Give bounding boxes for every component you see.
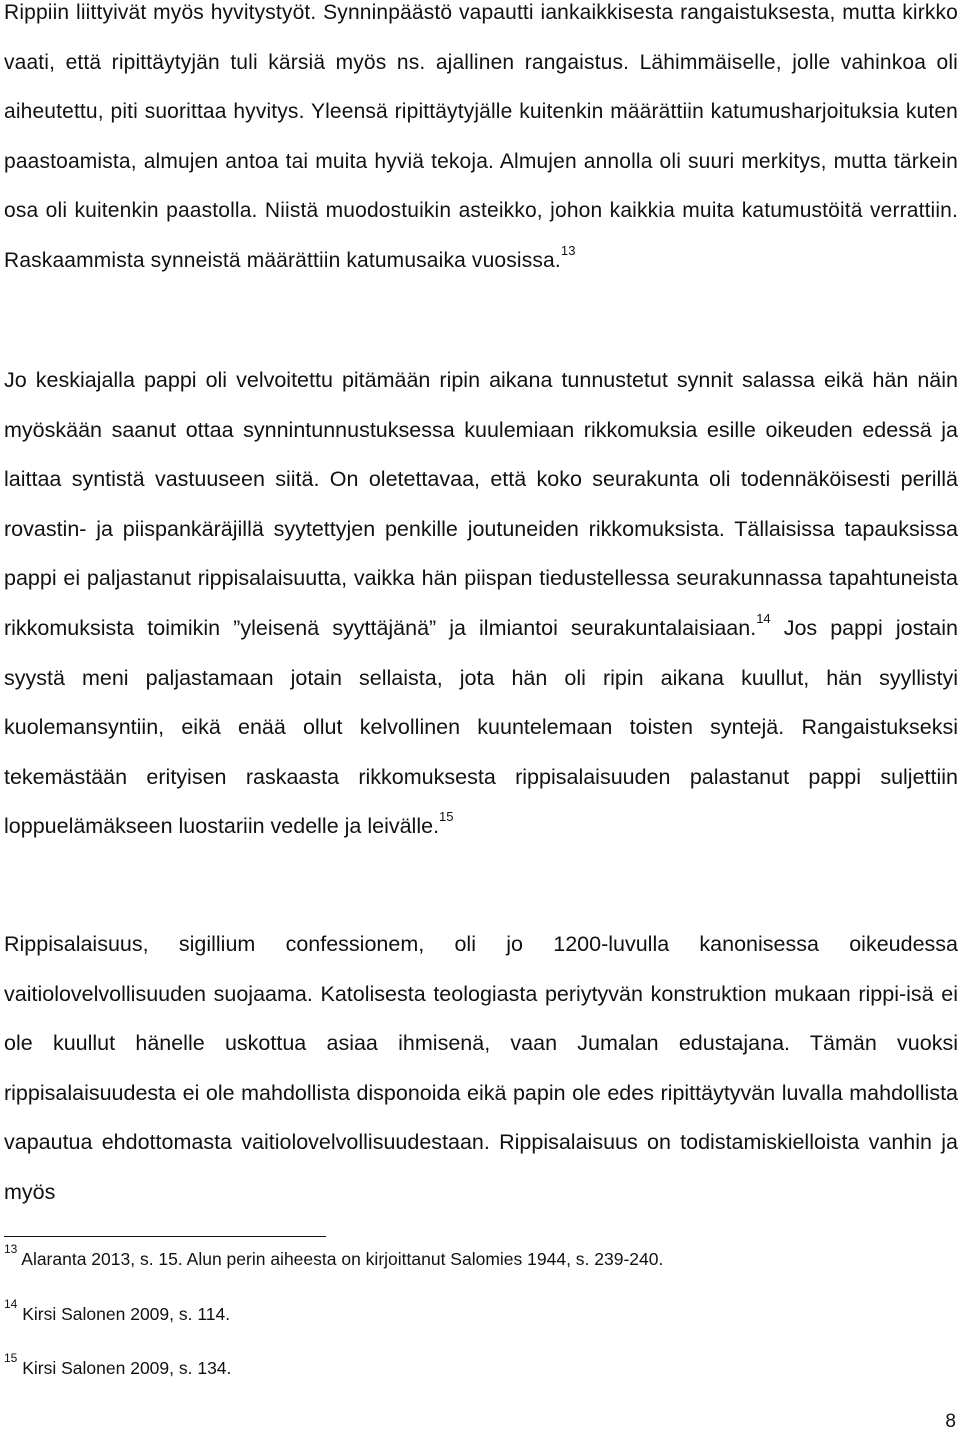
footnote-text: Kirsi Salonen 2009, s. 114. — [22, 1304, 231, 1324]
paragraph-text: Jos pappi jostain syystä meni paljastamaan jotain sellaista, jota hän oli ripin aikana kuullut, hän syyllistyi kuolemansyntiin, eikä enää ollut kelvollinen kuuntelemaan toisten syntejä. Rangaistukseksi tekemästään erityisen raskaasta rikkomuksesta rippisalaisuuden palastanut pappi suljettiin loppuelämäkseen luostariin vedelle ja leivälle. — [4, 615, 959, 839]
footnote-text: Kirsi Salonen 2009, s. 134. — [22, 1358, 232, 1378]
footnote-reference[interactable]: 13 — [560, 242, 576, 258]
footnote-text: Alaranta 2013, s. 15. Alun perin aiheesta on kirjoittanut Salomies 1944, s. 239-240. — [21, 1249, 664, 1269]
body-paragraph — [4, 920, 958, 1218]
footnote — [4, 1242, 944, 1270]
paragraph-text: Rippiin liittyivät myös hyvitystyöt. Synninpäästö vapautti iankaikkisesta rangaistuksesta, mutta kirkko vaati, että ripittäytyjän tuli kärsiä myös ns. ajallinen rangaistus. Lähimmäiselle, jolle vahinkoa oli aiheutettu, piti suorittaa hyvitys. Yleensä ripittäytyjälle kuitenkin määrättiin katumusharjoituksia kuten paastoamista, almujen antoa tai muita hyviä tekoja. Almujen annolla oli suuri merkitys, mutta tärkein osa oli kuitenkin paastolla. Niistä muodostuikin asteikko, johon kaikkia muita katumustöitä verrattiin. Raskaammista synneistä määrättiin katumusaika vuosissa. — [4, 1, 958, 272]
footnote-reference[interactable]: 15 — [439, 809, 454, 825]
footnote — [4, 1297, 944, 1325]
body-paragraph — [4, 0, 958, 286]
footnote — [4, 1351, 944, 1379]
body-paragraph — [4, 356, 958, 852]
footnote-number: 13 — [4, 1242, 18, 1257]
footnote-number: 15 — [4, 1351, 18, 1366]
page-number: 8 — [945, 1411, 956, 1432]
footnote-separator — [4, 1236, 326, 1237]
footnote-reference[interactable]: 14 — [756, 610, 771, 626]
paragraph-text: Jo keskiajalla pappi oli velvoitettu pitämään ripin aikana tunnustetut synnit salassa eikä hän näin myöskään saanut ottaa synnintunnustuksessa kuulemiaan rikkomuksia esille oikeuden edessä ja laittaa syntistä vastuuseen siitä. On oletettavaa, että koko seurakunta oli todennäköisesti perillä rovastin- ja piispankäräjillä syytettyjen penkille joutuneiden rikkomuksista. Tällaisissa tapauksissa pappi ei paljastanut rippisalaisuutta, vaikka hän piispan tiedustellessa seurakunnassa tapahtuneista rikkomuksista toimikin ”yleisenä syyttäjänä” ja ilmiantoi seurakuntalaisiaan. — [4, 368, 958, 640]
footnote-number: 14 — [4, 1297, 18, 1312]
paragraph-text: Rippisalaisuus, sigillium confessionem, oli jo 1200-luvulla kanonisessa oikeudessa vaitiolovelvollisuuden suojaama. Katolisesta teologiasta periytyvän konstruktion mukaan rippi-isä ei ole kuullut hänelle uskottua asiaa ihmisenä, vaan Jumalan edustajana. Tämän vuoksi rippisalaisuudesta ei ole mahdollista disponoida eikä papin ole edes ripittäytyvän luvalla mahdollista vapautua ehdottomasta vaitiolovelvollisuudestaan. Rippisalaisuus on todistamiskielloista vanhin ja myös — [4, 932, 958, 1204]
